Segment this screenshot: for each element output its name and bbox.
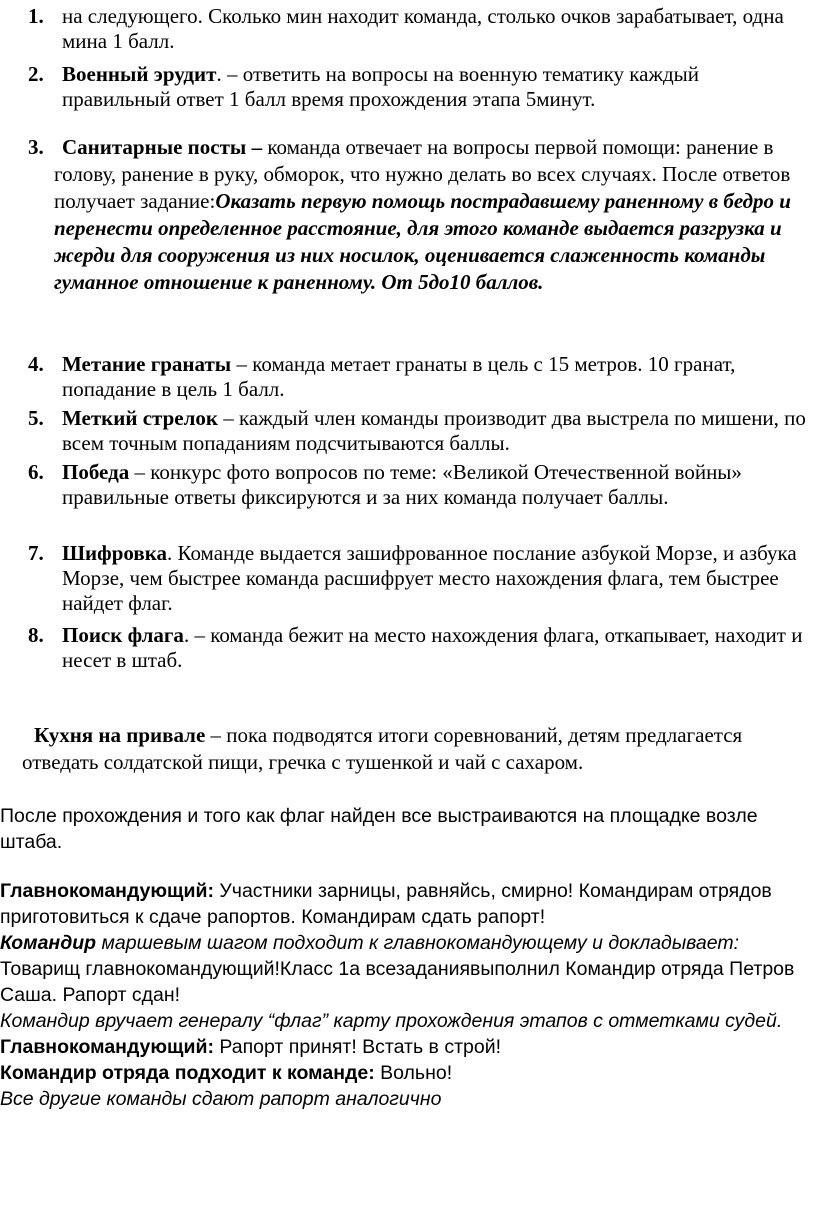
dialog-line-1 bbox=[0, 878, 812, 930]
item-task-emphasis: Оказать первую помощь пострадавшему раненному в бедро и перенести определенное расстояние, для этого команде выдается разгрузка и жерди для сооружения из них носилок, оценивается слаженность команды гуманное отношение к раненному bbox=[54, 189, 791, 294]
list-item-1 bbox=[28, 4, 810, 54]
dialog-text: Командир вручает генералу “флаг” карту прохождения этапов с отметками судей. bbox=[0, 1010, 783, 1032]
list-item-2 bbox=[28, 62, 810, 112]
after-text: После прохождения и того как флаг найден все выстраиваются на площадке возле штаба. bbox=[0, 805, 758, 853]
list-number: 8. bbox=[28, 623, 44, 647]
dialog-line-7 bbox=[0, 1086, 812, 1112]
item-title: Поиск флага bbox=[62, 623, 184, 647]
item-text: команда отвечает на вопросы первой помощи: ранение в голову, ранение в руку, обморок, что нужно делать во всех случаях. После ответов получает задание: bbox=[54, 135, 791, 213]
item-text: – команда метает гранаты в цель с 15 метров. 10 гранат, попадание в цель 1 балл. bbox=[62, 352, 736, 401]
dialog-line-6 bbox=[0, 1060, 812, 1086]
list-item-5 bbox=[28, 406, 810, 456]
list-number: 4. bbox=[28, 352, 44, 376]
speaker-commander-in-chief: Главнокомандующий: bbox=[0, 1036, 214, 1058]
item-text: – конкурс фото вопросов по теме: «Великой Отечественной войны» правильные ответы фиксируются и за них команда получает баллы. bbox=[62, 460, 742, 509]
item-text: . Команде выдается зашифрованное послание азбукой Морзе, и азбука Морзе, чем быстрее команда расшифрует место нахождения флага, тем быстрее найдет флаг. bbox=[62, 541, 797, 615]
kitchen-title: Кухня на привале bbox=[34, 723, 206, 747]
dialog-line-3 bbox=[0, 956, 812, 1008]
item-title: Меткий стрелок bbox=[62, 406, 219, 430]
list-item-6 bbox=[28, 460, 810, 510]
dialog-block bbox=[0, 878, 812, 1112]
item-text: . – ответить на вопросы на военную тематику каждый правильный ответ 1 балл время прохождения этапа 5минут. bbox=[62, 62, 699, 111]
list-number: 7. bbox=[28, 541, 44, 565]
dialog-text: Товарищ главнокомандующий!Класс 1а всезаданиявыполнил Командир отряда Петров Саша. Рапорт сдан! bbox=[0, 958, 795, 1006]
item-text: . – команда бежит на место нахождения флага, откапывает, находит и несет в штаб. bbox=[62, 623, 803, 672]
list-number: 2. bbox=[28, 62, 44, 86]
item-title: Санитарные посты – bbox=[62, 135, 263, 159]
list-number: 1. bbox=[28, 4, 44, 28]
after-paragraph bbox=[0, 803, 800, 855]
dialog-line-4 bbox=[0, 1008, 812, 1034]
list-item-4 bbox=[28, 352, 810, 402]
list-number: 3. bbox=[28, 135, 44, 159]
item-title: Победа bbox=[62, 460, 130, 484]
list-number: 5. bbox=[28, 406, 44, 430]
dialog-text: маршевым шагом подходит к главнокомандующему и докладывает: bbox=[96, 932, 740, 954]
speaker-commander-in-chief: Главнокомандующий: bbox=[0, 880, 214, 902]
item-title: Шифровка bbox=[62, 541, 167, 565]
list-item-3 bbox=[28, 134, 810, 296]
dialog-text: Все другие команды сдают рапорт аналогично bbox=[0, 1088, 442, 1110]
item-text: на следующего. Сколько мин находит команда, столько очков зарабатывает, одна мина 1 балл. bbox=[62, 4, 784, 53]
dialog-text: Вольно! bbox=[374, 1062, 453, 1084]
kitchen-paragraph bbox=[22, 722, 812, 776]
item-title: Метание гранаты bbox=[62, 352, 232, 376]
dialog-line-2 bbox=[0, 930, 812, 956]
list-number: 6. bbox=[28, 460, 44, 484]
kitchen-text: – пока подводятся итоги соревнований, детям предлагается отведать солдатской пищи, гречка с тушенкой и чай с сахаром. bbox=[22, 723, 743, 774]
list-item-8 bbox=[28, 623, 810, 673]
speaker-commander: Командир bbox=[0, 932, 97, 954]
dialog-line-5 bbox=[0, 1034, 812, 1060]
item-title: Военный эрудит bbox=[62, 62, 217, 86]
dialog-text: Рапорт принят! Встать в строй! bbox=[213, 1036, 502, 1058]
item-score: . От 5до10 баллов. bbox=[370, 270, 544, 294]
list-item-7 bbox=[28, 541, 810, 616]
dialog-text: Участники зарницы, равняйсь, смирно! Командирам отрядов приготовиться к сдаче рапортов. Командирам сдать рапорт! bbox=[0, 880, 772, 928]
item-text: – каждый член команды производит два выстрела по мишени, по всем точным попаданиям подсчитываются баллы. bbox=[62, 406, 806, 455]
speaker-squad-commander: Командир отряда подходит к команде: bbox=[0, 1062, 375, 1084]
